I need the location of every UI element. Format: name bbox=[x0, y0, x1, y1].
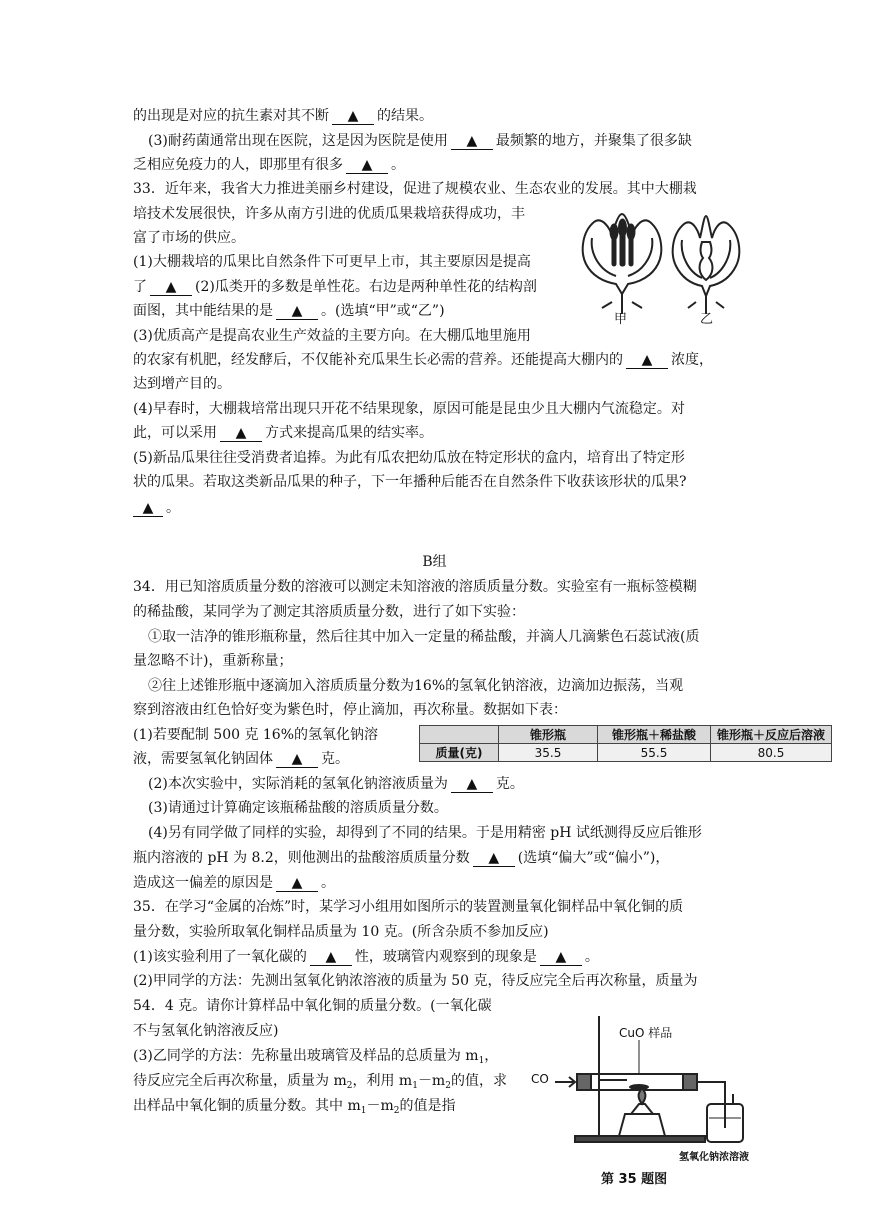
apparatus-figure bbox=[527, 1010, 762, 1190]
q33-line-4: (1)大棚栽培的瓜果比自然条件下可更早上市，其主要原因是提高 bbox=[133, 254, 531, 270]
q34-line-10: (3)请通过计算确定该瓶稀盐酸的溶质质量分数。 bbox=[148, 800, 448, 816]
q35-line-5: 54．4 克。请你计算样品中氧化铜的质量分数。(一氧化碳 bbox=[133, 998, 492, 1014]
text: ，利用 m bbox=[352, 1073, 413, 1089]
text: 的值是指 bbox=[399, 1098, 456, 1114]
q35-line-9 bbox=[133, 1096, 455, 1121]
answer-blank[interactable]: ▲ bbox=[451, 133, 493, 150]
text: 乏相应免疫力的人，即那里有很多 bbox=[133, 157, 343, 173]
answer-blank[interactable]: ▲ bbox=[310, 949, 352, 966]
data-table bbox=[419, 725, 832, 762]
text: 待反应完全后再次称量，质量为 m bbox=[133, 1073, 347, 1089]
flower-label-yi: 乙 bbox=[700, 312, 714, 327]
q35-line-7 bbox=[133, 1046, 498, 1071]
text: 瓶内溶液的 pH 为 8.2，则他测出的盐酸溶质质量分数 bbox=[133, 850, 470, 866]
answer-blank[interactable]: ▲ bbox=[540, 949, 582, 966]
text: 。 bbox=[584, 949, 599, 965]
q33-line-6 bbox=[133, 301, 445, 321]
text: 出样品中氧化铜的质量分数。其中 m bbox=[133, 1098, 361, 1114]
q34-line-13 bbox=[133, 873, 335, 893]
q34-line-1: 34．用已知溶质质量分数的溶液可以测定未知溶液的溶质质量分数。实验室有一瓶标签模糊 bbox=[133, 579, 697, 595]
answer-blank[interactable]: ▲ bbox=[276, 303, 318, 320]
text: －m bbox=[417, 1073, 446, 1089]
text: (选填“偏大”或“偏小”)， bbox=[517, 850, 670, 866]
answer-blank[interactable]: ▲ bbox=[133, 500, 163, 517]
subscript: 1 bbox=[478, 1056, 485, 1066]
naoh-solution-label: 氢氧化钠浓溶液 bbox=[679, 1152, 749, 1163]
table-header-cell: 锥形瓶＋反应后溶液 bbox=[711, 726, 832, 744]
q35-line-6: 不与氢氧化钠溶液反应) bbox=[133, 1023, 279, 1039]
q34-line-5: ②往上述锥形瓶中逐滴加入溶质质量分数为16%的氢氧化钠溶液，边滴加边振荡，当观 bbox=[148, 678, 684, 694]
subscript: 2 bbox=[393, 1106, 400, 1116]
q35-line-2: 量分数，实验所取氧化铜样品质量为 10 克。(所含杂质不参加反应) bbox=[133, 924, 549, 940]
text: 最频繁的地方，并聚集了很多缺 bbox=[495, 133, 692, 149]
q33-line-10: (4)早春时，大棚栽培常出现只开花不结果现象，原因可能是昆虫少且大棚内气流稳定。对 bbox=[133, 401, 685, 417]
text: 面图，其中能结果的是 bbox=[133, 303, 273, 319]
q35-line-1: 35．在学习“金属的冶炼”时，某学习小组用如图所示的装置测量氧化铜样品中氧化铜的质 bbox=[133, 899, 684, 915]
figure-caption: 第 35 题图 bbox=[601, 1172, 668, 1187]
flower-label-jia: 甲 bbox=[614, 312, 628, 327]
subscript: 1 bbox=[360, 1106, 367, 1116]
q34-line-6: 察到溶液由红色恰好变为紫色时，停止滴加，再次称量。数据如下表： bbox=[133, 702, 567, 718]
subscript: 2 bbox=[445, 1081, 451, 1091]
answer-blank[interactable]: ▲ bbox=[276, 875, 318, 892]
text: 克。 bbox=[495, 776, 524, 792]
answer-blank[interactable]: ▲ bbox=[626, 352, 668, 369]
table-header-cell: 锥形瓶＋稀盐酸 bbox=[598, 726, 711, 744]
group-b-heading: B组 bbox=[422, 554, 447, 570]
answer-blank[interactable]: ▲ bbox=[332, 108, 374, 125]
cuo-sample-label: CuO 样品 bbox=[619, 1026, 673, 1040]
answer-blank[interactable]: ▲ bbox=[276, 751, 318, 768]
text: 。 bbox=[391, 157, 405, 173]
table-header-cell bbox=[420, 726, 499, 744]
text: 。(选填“甲”或“乙”) bbox=[321, 303, 445, 319]
text: 液，需要氢氧化钠固体 bbox=[133, 751, 273, 767]
text: 性，玻璃管内观察到的现象是 bbox=[354, 949, 537, 965]
answer-blank[interactable]: ▲ bbox=[346, 157, 388, 174]
q33-line-11 bbox=[133, 423, 433, 443]
q32-line-3 bbox=[133, 155, 405, 175]
text: 方式来提高瓜果的结实率。 bbox=[265, 425, 433, 441]
q35-line-4: (2)甲同学的方法：先测出氢氧化钠浓溶液的质量为 50 克，待反应完全后再次称量，质量为 bbox=[133, 973, 698, 989]
table-cell: 55.5 bbox=[598, 744, 711, 762]
table-header-row bbox=[420, 726, 832, 744]
table-row-label: 质量(克) bbox=[420, 744, 499, 762]
text: (2)瓜类开的多数是单性花。右边是两种单性花的结构剖 bbox=[195, 279, 537, 295]
q33-line-9: 达到增产目的。 bbox=[133, 376, 231, 392]
q35-line-3 bbox=[133, 947, 599, 967]
table-row bbox=[420, 744, 832, 762]
q33-line-3: 富了市场的供应。 bbox=[133, 230, 245, 246]
table-cell: 80.5 bbox=[711, 744, 832, 762]
q33-line-7: (3)优质高产是提高农业生产效益的主要方向。在大棚瓜地里施用 bbox=[133, 328, 531, 344]
text: 克。 bbox=[321, 751, 349, 767]
q34-line-9 bbox=[148, 774, 524, 794]
text: 此，可以采用 bbox=[133, 425, 217, 441]
table-header-cell: 锥形瓶 bbox=[499, 726, 598, 744]
table-cell: 35.5 bbox=[499, 744, 598, 762]
q33-line-1: 33．近年来，我省大力推进美丽乡村建设，促进了规模农业、生态农业的发展。其中大棚栽 bbox=[133, 181, 697, 197]
co-label: CO bbox=[531, 1072, 549, 1086]
q34-line-12 bbox=[133, 848, 669, 868]
answer-blank[interactable]: ▲ bbox=[220, 425, 262, 442]
flower-diagram bbox=[572, 202, 752, 326]
text: ， bbox=[484, 1048, 499, 1064]
text: 造成这一偏差的原因是 bbox=[133, 875, 273, 891]
q34-line-7: (1)若要配制 500 克 16%的氢氧化钠溶 bbox=[133, 727, 379, 743]
answer-blank[interactable]: ▲ bbox=[451, 776, 493, 793]
answer-blank[interactable]: ▲ bbox=[150, 279, 192, 296]
text: 。 bbox=[166, 500, 180, 516]
text: 了 bbox=[133, 279, 147, 295]
text: (2)本次实验中，实际消耗的氢氧化钠溶液质量为 bbox=[148, 776, 448, 792]
q34-line-4: 量忽略不计)，重新称量； bbox=[133, 653, 293, 669]
text: 的出现是对应的抗生素对其不断 bbox=[133, 108, 329, 124]
flower-figure bbox=[572, 202, 752, 326]
q32-line-2 bbox=[148, 131, 692, 151]
text: 的结果。 bbox=[377, 108, 433, 124]
q33-line-2: 培技术发展很快，许多从南方引进的优质瓜果栽培获得成功，丰 bbox=[133, 206, 525, 222]
q34-line-8 bbox=[133, 749, 349, 769]
text: 的农家有机肥，经发酵后，不仅能补充瓜果生长必需的营养。还能提高大棚内的 bbox=[133, 352, 623, 368]
text: (3)耐药菌通常出现在医院，这是因为医院是使用 bbox=[148, 133, 448, 149]
text: 。 bbox=[321, 875, 335, 891]
text: 浓度， bbox=[671, 352, 713, 368]
answer-blank[interactable]: ▲ bbox=[473, 850, 515, 867]
text: (1)该实验利用了一氧化碳的 bbox=[133, 949, 307, 965]
text: 的值，求 bbox=[450, 1073, 507, 1089]
q32-line-1 bbox=[133, 106, 433, 126]
q33-line-13: 状的瓜果。若取这类新品瓜果的种子，下一年播种后能否在自然条件下收获该形状的瓜果? bbox=[133, 474, 687, 490]
text: －m bbox=[366, 1098, 394, 1114]
subscript: 2 bbox=[346, 1081, 353, 1091]
q33-line-12: (5)新品瓜果往往受消费者追捧。为此有瓜农把幼瓜放在特定形状的盒内，培育出了特定形 bbox=[133, 450, 685, 466]
text: (3)乙同学的方法：先称量出玻璃管及样品的总质量为 m bbox=[133, 1048, 479, 1064]
q33-line-5 bbox=[133, 277, 537, 297]
q34-line-2: 的稀盐酸，某同学为了测定其溶质质量分数，进行了如下实验： bbox=[133, 604, 525, 620]
q33-line-8 bbox=[133, 350, 713, 370]
q35-line-8 bbox=[133, 1071, 507, 1096]
q34-line-3: ①取一洁净的锥形瓶称量，然后往其中加入一定量的稀盐酸，并滴人几滴紫色石蕊试液(质 bbox=[148, 629, 700, 645]
q33-line-14 bbox=[133, 498, 180, 518]
q34-line-11: (4)另有同学做了同样的实验，却得到了不同的结果。于是用精密 pH 试纸测得反应后锥形 bbox=[148, 825, 702, 841]
subscript: 1 bbox=[412, 1081, 418, 1091]
